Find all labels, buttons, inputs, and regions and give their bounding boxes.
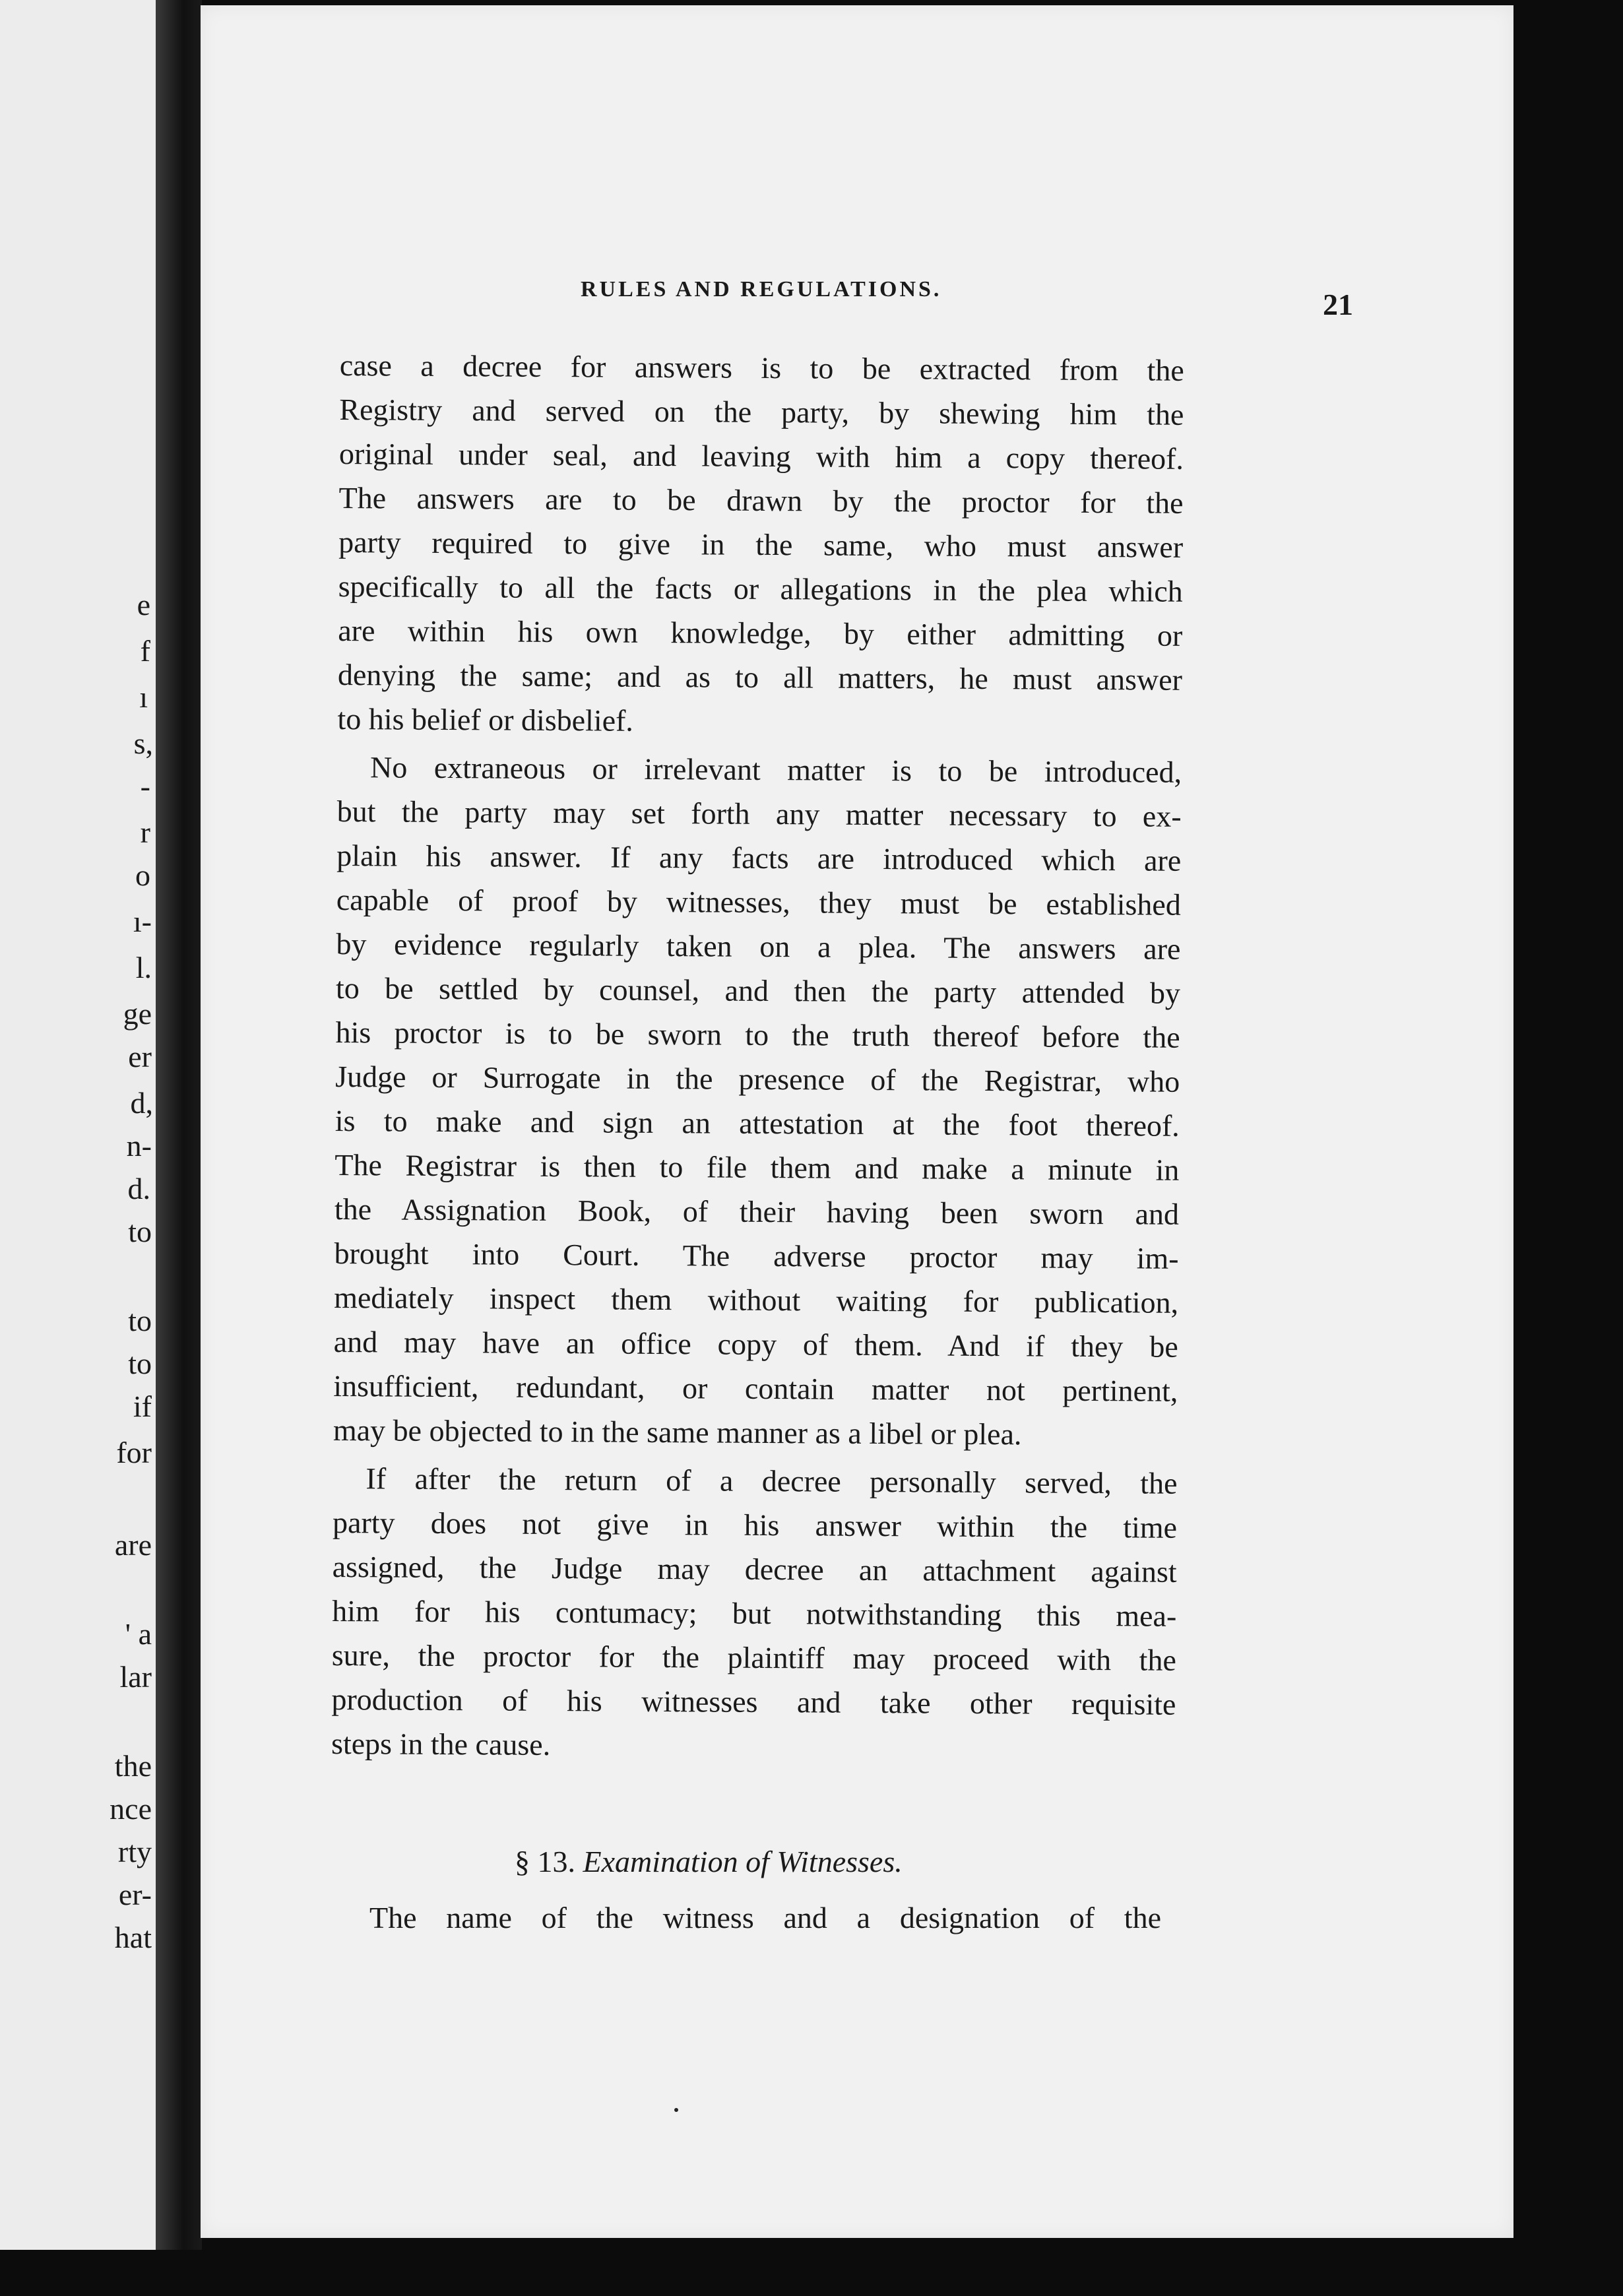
text-line: Judge or Surrogate in the presence of the Registrar, who [335, 1059, 1180, 1099]
text-line: steps in the cause. [331, 1726, 551, 1762]
left-page-fragment: - [140, 769, 150, 803]
text-line: No extraneous or irrelevant matter is to be introduced, [369, 750, 1182, 789]
left-page-fragment: to [128, 1347, 152, 1380]
left-page-fragment: hat [114, 1921, 152, 1954]
left-page-fragment: if [133, 1389, 152, 1423]
text-line: his proctor is to be sworn to the truth thereof before the [335, 1015, 1180, 1054]
text-line: production of his witnesses and take other requisite [331, 1682, 1176, 1721]
left-page-fragment: r [140, 815, 150, 849]
left-page-fragment: ' a [125, 1617, 152, 1651]
left-page-fragment: o [135, 858, 150, 892]
section-title: Examination of Witnesses. [583, 1845, 903, 1878]
text-line: brought into Court. The adverse proctor may im- [334, 1236, 1179, 1275]
text-line: insufficient, redundant, or contain matter not pertinent, [333, 1368, 1178, 1408]
left-page-text-fragments [0, 0, 158, 2250]
text-line: party required to give in the same, who must answer [338, 525, 1184, 564]
text-line: If after the return of a decree personally served, the [366, 1461, 1178, 1500]
scan-bottom-border [0, 2250, 1623, 2296]
paragraph-3 [331, 1456, 1178, 1771]
text-line: Registry and served on the party, by shewing him the [339, 392, 1184, 431]
left-page-fragment: for [116, 1436, 152, 1469]
paragraph-1 [337, 343, 1184, 746]
text-line: to be settled by counsel, and then the party attended by [335, 971, 1181, 1010]
text-line: assigned, the Judge may decree an attachment against [332, 1549, 1177, 1589]
text-line: are within his own knowledge, by either admitting or [338, 613, 1183, 653]
left-page-fragment: e [137, 588, 150, 622]
left-page-fragment: er- [118, 1878, 152, 1911]
left-page-fragment: to [128, 1304, 152, 1337]
left-page-fragment: d. [127, 1172, 150, 1205]
paragraph-2 [333, 745, 1182, 1457]
text-line: denying the same; and as to all matters, he must answer [337, 657, 1183, 697]
body-text [331, 343, 1184, 1771]
text-line: party does not give in his answer within the time [332, 1505, 1178, 1545]
text-line: case a decree for answers is to be extracted from the [339, 348, 1184, 387]
text-line: sure, the proctor for the plaintiff may proceed with the [331, 1638, 1176, 1677]
left-page-fragment: ı [139, 680, 148, 714]
left-page-fragment: the [114, 1749, 152, 1783]
left-page-fragment: ı- [133, 905, 152, 938]
text-line: specifically to all the facts or allegations in the plea which [338, 569, 1183, 608]
section-heading [515, 1844, 903, 1879]
text-line: plain his answer. If any facts are introduced which are [336, 838, 1182, 877]
text-line: by evidence regularly taken on a plea. The answers are [336, 926, 1181, 966]
left-page-fragment: are [114, 1528, 152, 1562]
text-line: is to make and sign an attestation at the foot thereof. [334, 1103, 1180, 1143]
left-page-fragment: s, [133, 726, 153, 760]
left-page-fragment: er [128, 1040, 152, 1073]
text-line: the Assignation Book, of their having been sworn and [334, 1192, 1180, 1231]
text-line: capable of proof by witnesses, they must be established [336, 882, 1181, 922]
text-line: original under seal, and leaving with him a copy thereof. [338, 436, 1184, 476]
left-page-fragment: l. [135, 951, 152, 984]
section-number: § 13. [515, 1845, 575, 1878]
page-number: 21 [1323, 288, 1353, 321]
left-page-fragment: ge [123, 997, 152, 1031]
left-page-fragment: nce [110, 1792, 152, 1826]
text-line: him for his contumacy; but notwithstanding this mea- [332, 1593, 1177, 1633]
left-page-fragment: n- [126, 1129, 152, 1163]
left-page-fragment: f [140, 634, 150, 668]
section-first-line: The name of the witness and a designation of the [369, 1901, 1161, 1934]
book-gutter-shadow [156, 0, 202, 2296]
text-line: and may have an office copy of them. And if they be [333, 1324, 1178, 1364]
text-line: but the party may set forth any matter necessary to ex- [336, 794, 1182, 833]
left-page-fragment: to [128, 1215, 152, 1248]
running-header: RULES AND REGULATIONS. [581, 277, 942, 302]
text-line: to his belief or disbelief. [337, 701, 634, 738]
text-line: mediately inspect them without waiting for publication, [334, 1280, 1179, 1320]
left-page-fragment: rty [117, 1835, 152, 1868]
left-page-fragment: lar [119, 1660, 152, 1694]
left-page-fragment: d, [130, 1086, 153, 1120]
text-line: may be objected to in the same manner as a libel or plea. [333, 1413, 1022, 1451]
text-line: The Registrar is then to file them and make a minute in [334, 1147, 1180, 1187]
ink-speck [674, 2108, 678, 2112]
text-line: The answers are to be drawn by the proctor for the [338, 480, 1184, 520]
